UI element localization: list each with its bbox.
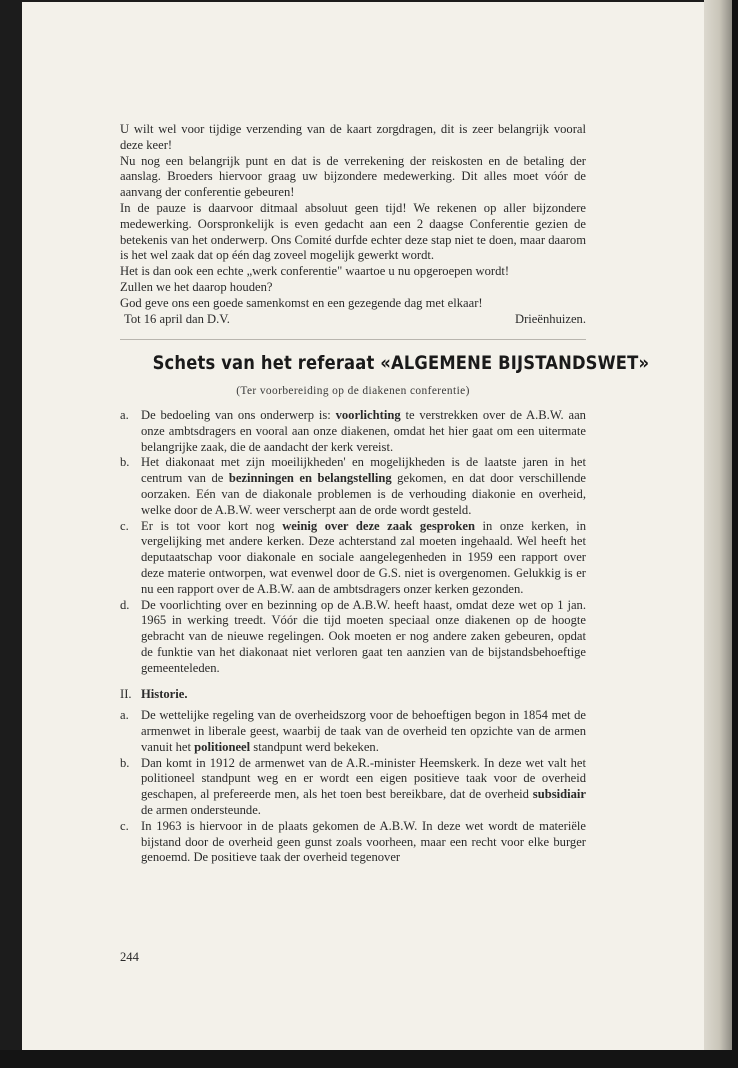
emphasis: politioneel	[194, 739, 251, 754]
page-edge-shadow	[704, 0, 732, 1050]
item-text: De voorlichting over en bezinning op de A.B.W. heeft haast, omdat deze wet op 1 jan. 1965 in werking treedt. Vóór die tijd moeten speciaal onze diakenen op de hoogte gebracht van de nieuwe regelingen. Ook moeten er nog andere zaken gebeuren, opdat de funktie van het diakonaat niet verloren gaat ten aanzien van de bijstandsbehoeftige gemeenteleden.	[141, 597, 586, 675]
closing-place: Drieënhuizen.	[515, 311, 586, 326]
section-number: II.	[120, 686, 132, 701]
section-1-list	[120, 408, 586, 677]
item-label: b.	[120, 755, 130, 770]
page-number: 244	[120, 950, 139, 964]
item-label: a.	[120, 407, 129, 422]
item-text: Dan komt in 1912 de armenwet van de A.R.-minister Heemskerk. In deze wet valt het politioneel standpunt weg en er wordt een eigen positieve taak voor de overheid geschapen, al prefereerde men, als het toen best bereikbare, dat de overheid subsidiair de armen ondersteunde.	[141, 755, 586, 818]
item-text: Het diakonaat met zijn moeilijkheden' en mogelijkheden is de laatste jaren in het centrum van de bezinningen en belangstelling gekomen, en dat door verschillende oorzaken. Eén van de diakonale problemen is de verhouding diakonie en overheid, welke door de A.B.W. weer verscherpt aan de orde wordt gesteld.	[141, 455, 586, 517]
emphasis: bezinningen en belangstelling	[228, 471, 392, 486]
item-label: b.	[120, 455, 130, 470]
item-label: c.	[120, 518, 129, 533]
item-label: d.	[120, 597, 130, 612]
emphasis: subsidiair	[532, 787, 586, 802]
list-item	[120, 598, 586, 677]
section-2-list	[120, 708, 586, 866]
item-text: Er is tot voor kort nog weinig over deze zaak gesproken in onze kerken, in vergelijking met andere kerken. Deze achterstand zal moeten ingehaald. Wel heeft het deputaatschap voor diakonale en sociale aangelegenheden in 1959 een rapport over deze materie ontworpen, wat evenwel door de G.S. niet is overgenomen. Gelukkig is er nu een rapport over de A.B.W. aan de ambtsdragers onzer kerken gezonden.	[141, 518, 586, 596]
item-label: a.	[120, 708, 129, 723]
list-item	[120, 519, 586, 598]
section-title: Historie.	[141, 686, 188, 701]
scan-border-right	[732, 0, 738, 1068]
item-text: De bedoeling van ons onderwerp is: voorlichting te verstrekken over de A.B.W. aan onze ambtsdragers en vooral aan onze diakenen, omdat het hier gaat om een uitermate belangrijke zaak, die de aandacht der kerk vereist.	[141, 407, 586, 454]
emphasis: weinig over deze zaak gesproken	[282, 518, 475, 533]
item-text: In 1963 is hiervoor in de plaats gekomen de A.B.W. In deze wet wordt de materiële bijstand door de overheid geen gunst zoals voorheen, maar een recht voor elke burger genoemd. De positieve taak der overheid tegenover	[141, 818, 586, 865]
intro-paragraph: Zullen we het daarop houden?	[120, 279, 273, 294]
closing-date: Tot 16 april dan D.V.	[124, 311, 230, 326]
page-content	[120, 122, 650, 866]
item-label: c.	[120, 818, 129, 833]
scan-border-bottom	[0, 1050, 738, 1068]
intro-paragraph: U wilt wel voor tijdige verzending van de kaart zorgdragen, dit is zeer belangrijk vooral deze keer!	[120, 122, 586, 152]
list-item	[120, 708, 586, 755]
intro-paragraph: Nu nog een belangrijk punt en dat is de verrekening der reiskosten en de betaling der aanslag. Broeders hiervoor graag uw bijzondere medewerking. Dit alles moet vóór de aanvang der conferentie gebeuren!	[120, 153, 586, 200]
section-divider	[120, 339, 586, 340]
section-2-heading	[120, 687, 586, 703]
list-item	[120, 455, 586, 518]
list-item	[120, 408, 586, 455]
list-item	[120, 819, 586, 866]
intro-paragraph: Het is dan ook een echte „werk conferentie" waartoe u nu opgeroepen wordt!	[120, 264, 510, 279]
closing-line	[120, 312, 586, 328]
intro-paragraph: In de pauze is daarvoor ditmaal absoluut geen tijd! We rekenen op aller bijzondere medewerking. Oorspronkelijk is even gedacht aan een 2 daagse Conferentie gezien de betekenis van het onderwerp. Ons Comité durfde echter deze stap niet te doen, maar daarom is het wel zaak dat op één dag zoveel mogelijk gewerkt wordt.	[120, 200, 586, 263]
article-subtitle: (Ter voorbereiding op de diakenen conferentie)	[236, 385, 470, 398]
list-item	[120, 756, 586, 819]
article-heading: Schets van het referaat «ALGEMENE BIJSTANDSWET»	[152, 352, 650, 375]
item-text: De wettelijke regeling van de overheidszorg voor de behoeftigen begon in 1854 met de armenwet in liberale geest, waarbij de taak van de overheid ten opzichte van de armen vanuit het politioneel standpunt werd bekeken.	[141, 708, 586, 754]
emphasis: voorlichting	[335, 407, 401, 422]
intro-paragraph: God geve ons een goede samenkomst en een gezegende dag met elkaar!	[120, 295, 483, 310]
